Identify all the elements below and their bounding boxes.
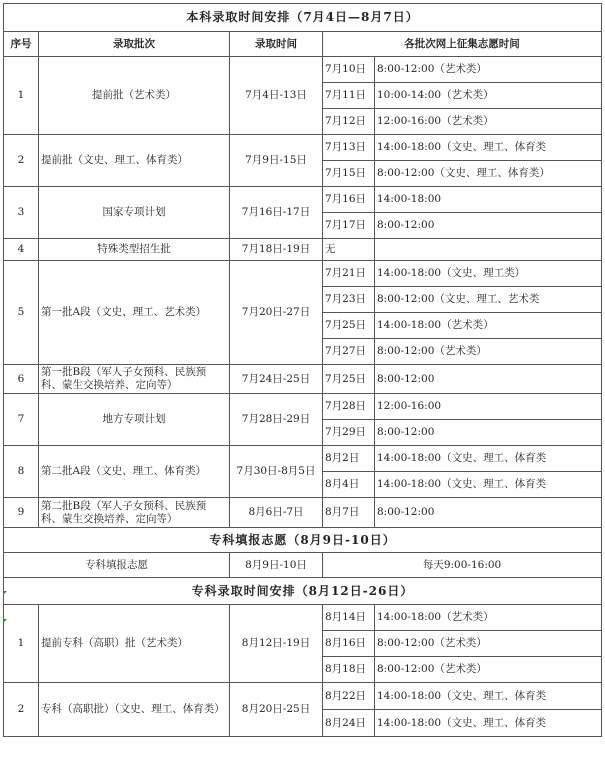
slot-date: 8月14日 bbox=[323, 605, 375, 631]
row-number: 2 bbox=[4, 135, 39, 187]
row-number: 7 bbox=[4, 394, 39, 446]
row-number: 6 bbox=[4, 365, 39, 394]
slot-time: 每天9:00-16:00 bbox=[323, 553, 602, 578]
slot-time: 14:00-18:00（文史、理工、体育类 bbox=[375, 472, 602, 498]
slot-date: 7月17日 bbox=[323, 213, 375, 239]
slot-date: 8月18日 bbox=[323, 657, 375, 683]
batch-name: 提前专科（高职）批（艺术类） bbox=[39, 605, 230, 683]
slot-time: 14:00-18:00（文史、理工、体育类 bbox=[375, 683, 602, 710]
section-title-row bbox=[4, 4, 602, 32]
admission-period: 8月6日-7日 bbox=[230, 498, 323, 528]
slot-date: 7月12日 bbox=[323, 109, 375, 135]
admission-period: 7月24日-25日 bbox=[230, 365, 323, 394]
table-row bbox=[4, 394, 602, 420]
table-row bbox=[4, 365, 602, 394]
col-header-no: 序号 bbox=[4, 32, 39, 57]
slot-date: 7月27日 bbox=[323, 339, 375, 365]
batch-name: 提前批（文史、理工、体育类） bbox=[39, 135, 230, 187]
slot-date: 7月28日 bbox=[323, 394, 375, 420]
slot-time: 8:00-12:00 bbox=[375, 498, 602, 528]
batch-name: 特殊类型招生批 bbox=[39, 239, 230, 261]
batch-name: 专科填报志愿 bbox=[4, 553, 230, 578]
slot-time: 8:00-12:00（艺术类） bbox=[375, 339, 602, 365]
slot-date: 7月15日 bbox=[323, 161, 375, 187]
slot-date: 8月7日 bbox=[323, 498, 375, 528]
table-row bbox=[4, 605, 602, 631]
admission-period: 8月20日-25日 bbox=[230, 683, 323, 737]
slot-date: 7月23日 bbox=[323, 287, 375, 313]
table-body bbox=[4, 4, 602, 737]
slot-time: 8:00-12:00 bbox=[375, 213, 602, 239]
slot-time: 14:00-18:00（文史、理工、体育类 bbox=[375, 135, 602, 161]
col-header-period: 录取时间 bbox=[230, 32, 323, 57]
table-row bbox=[4, 187, 602, 213]
slot-time: 8:00-12:00（文史、理工、体育类） bbox=[375, 161, 602, 187]
admission-period: 7月4日-13日 bbox=[230, 57, 323, 135]
slot-time: 12:00-16:00（艺术类） bbox=[375, 109, 602, 135]
table-row bbox=[4, 498, 602, 528]
cell-comment-marker-1 bbox=[3, 591, 7, 595]
admission-period: 8月9日-10日 bbox=[230, 553, 323, 578]
slot-date: 7月11日 bbox=[323, 83, 375, 109]
batch-name: 第二批A段（文史、理工、体育类） bbox=[39, 446, 230, 498]
slot-time: 14:00-18:00（文史、理工、体育类 bbox=[375, 446, 602, 472]
table-row bbox=[4, 57, 602, 83]
section-title: 专科填报志愿（8月9日-10日） bbox=[4, 528, 602, 553]
slot-date: 7月16日 bbox=[323, 187, 375, 213]
section-title-row bbox=[4, 578, 602, 605]
slot-date: 7月25日 bbox=[323, 313, 375, 339]
batch-name: 专科（高职批）（文史、理工、体育类） bbox=[39, 683, 230, 737]
slot-time: 12:00-16:00 bbox=[375, 394, 602, 420]
slot-time: 8:00-12:00（艺术类） bbox=[375, 631, 602, 657]
row-number: 1 bbox=[4, 605, 39, 683]
section-title: 本科录取时间安排（7月4日—8月7日） bbox=[4, 4, 602, 32]
slot-date: 7月21日 bbox=[323, 261, 375, 287]
slot-date: 8月4日 bbox=[323, 472, 375, 498]
slot-time: 8:00-12:00 bbox=[375, 420, 602, 446]
slot-date: 8月2日 bbox=[323, 446, 375, 472]
row-number: 3 bbox=[4, 187, 39, 239]
col-header-slots: 各批次网上征集志愿时间 bbox=[323, 32, 602, 57]
row-number: 8 bbox=[4, 446, 39, 498]
row-number: 9 bbox=[4, 498, 39, 528]
admission-period: 7月9日-15日 bbox=[230, 135, 323, 187]
admission-period: 8月12日-19日 bbox=[230, 605, 323, 683]
header-row bbox=[4, 32, 602, 57]
slot-date: 8月16日 bbox=[323, 631, 375, 657]
slot-date: 8月24日 bbox=[323, 710, 375, 737]
slot-time: 8:00-12:00（艺术类） bbox=[375, 57, 602, 83]
admission-period: 7月20日-27日 bbox=[230, 261, 323, 365]
admission-period: 7月16日-17日 bbox=[230, 187, 323, 239]
slot-time: 14:00-18:00（文史、理工类） bbox=[375, 261, 602, 287]
batch-name: 第二批B段（军人子女预科、民族预科、蒙生交换培养、定向等） bbox=[39, 498, 230, 528]
row-number: 1 bbox=[4, 57, 39, 135]
slot-time: 8:00-12:00（艺术类） bbox=[375, 657, 602, 683]
col-header-batch: 录取批次 bbox=[39, 32, 230, 57]
table-row bbox=[4, 683, 602, 710]
admission-period: 7月30日-8月5日 bbox=[230, 446, 323, 498]
slot-time: 10:00-14:00（艺术类） bbox=[375, 83, 602, 109]
slot-date: 7月13日 bbox=[323, 135, 375, 161]
batch-name: 国家专项计划 bbox=[39, 187, 230, 239]
row-number: 4 bbox=[4, 239, 39, 261]
slot-time: 14:00-18:00 bbox=[375, 187, 602, 213]
table-row bbox=[4, 446, 602, 472]
admission-period: 7月28日-29日 bbox=[230, 394, 323, 446]
batch-name: 地方专项计划 bbox=[39, 394, 230, 446]
slot-date: 7月29日 bbox=[323, 420, 375, 446]
slot-date: 8月22日 bbox=[323, 683, 375, 710]
table-row bbox=[4, 239, 602, 261]
batch-name: 提前批（艺术类） bbox=[39, 57, 230, 135]
section-title-row bbox=[4, 528, 602, 553]
admission-period: 7月18日-19日 bbox=[230, 239, 323, 261]
table-row bbox=[4, 135, 602, 161]
cell-comment-marker-2 bbox=[3, 619, 7, 623]
row-number: 2 bbox=[4, 683, 39, 737]
table-row bbox=[4, 553, 602, 578]
slot-time bbox=[375, 239, 602, 261]
table-row bbox=[4, 261, 602, 287]
slot-time: 8:00-12:00 bbox=[375, 365, 602, 394]
slot-date: 无 bbox=[323, 239, 375, 261]
slot-date: 7月10日 bbox=[323, 57, 375, 83]
section-title: 专科录取时间安排（8月12日-26日） bbox=[4, 578, 602, 605]
slot-time: 8:00-12:00（文史、理工、艺术类 bbox=[375, 287, 602, 313]
admission-schedule-table bbox=[3, 3, 602, 737]
slot-time: 14:00-18:00（文史、理工、体育类 bbox=[375, 710, 602, 737]
batch-name: 第一批A段（文史、理工、艺术类） bbox=[39, 261, 230, 365]
batch-name: 第一批B段（军人子女预科、民族预科、蒙生交换培养、定向等） bbox=[39, 365, 230, 394]
slot-time: 14:00-18:00（艺术类） bbox=[375, 313, 602, 339]
row-number: 5 bbox=[4, 261, 39, 365]
slot-date: 7月25日 bbox=[323, 365, 375, 394]
slot-time: 14:00-18:00（艺术类） bbox=[375, 605, 602, 631]
